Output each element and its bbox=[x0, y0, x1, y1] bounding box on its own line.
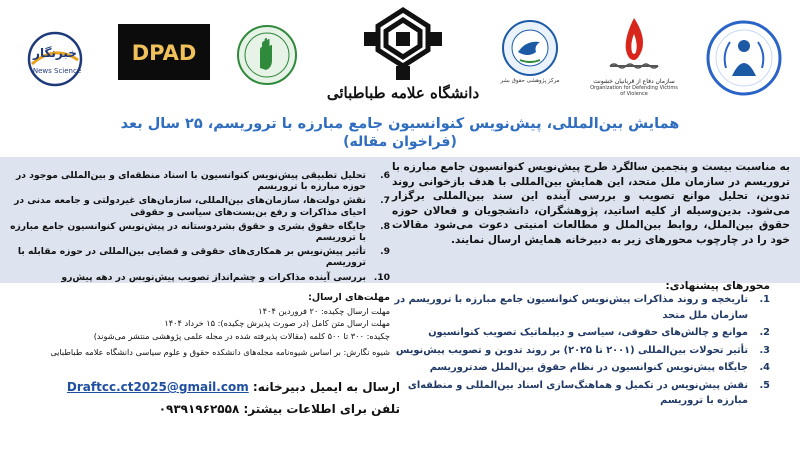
deadline-fulltext: مهلت ارسال متن کامل (در صورت پذیرش چکیده): ۱۵ خرداد ۱۴۰۴ bbox=[164, 318, 390, 329]
list-item bbox=[392, 325, 770, 341]
phone-number: ۰۹۳۹۱۹۶۲۵۵۸ bbox=[158, 402, 240, 416]
dpad-logo-word: DPAD bbox=[131, 41, 197, 65]
list-item bbox=[392, 343, 770, 359]
circular-association-logo bbox=[704, 14, 784, 104]
list-item bbox=[10, 272, 390, 283]
science-news-logo bbox=[26, 30, 84, 88]
topic-number: 8. bbox=[380, 220, 390, 232]
topic-text: جایگاه پیش‌نویس کنوانسیون در نظام حقوق بین‌الملل ضدتروریسم bbox=[429, 362, 748, 373]
topic-text: تحلیل تطبیقی پیش‌نویس کنوانسیون با اسناد منطقه‌ای و بین‌المللی موجود در حوزه مبارزه با تروریسم bbox=[16, 170, 366, 193]
science-logo-sub: News Science bbox=[32, 67, 82, 75]
topic-number: 6. bbox=[380, 170, 390, 181]
list-item bbox=[10, 246, 390, 268]
intro-paragraph: به مناسبت بیست و پنجمین سالگرد طرح پیش‌نویس کنوانسیون جامع مبارزه با تروریسم در سازمان ملل متحد، این همایش بین‌المللی با هدف بازخوانی روند تدوین، تحلیل موانع تصویب و بررسی آینده این سند بین‌المللی برگزار می‌شود. بدین‌وسیله از کلیه اساتید، پژوهشگران، دانشجویان و فعالان حوزه حقوق بین‌الملل، روابط بین‌الملل و مطالعات امنیتی دعوت می‌شود مقالات خود را در چارچوب محورهای زیر به دبیرخانه همایش ارسال نمایند. bbox=[392, 161, 790, 246]
odvv-caption-en: Organization for Defending Victims of Violence bbox=[590, 85, 678, 97]
topics-heading: محورهای پیشنهادی: bbox=[665, 280, 770, 292]
list-item bbox=[392, 360, 770, 376]
topic-number: 10. bbox=[373, 271, 390, 283]
deadlines-title: مهلت‌های ارسال: bbox=[308, 292, 390, 303]
topic-text: نقش دولت‌ها، سازمان‌های بین‌المللی، سازمان‌های غیردولتی و جامعه مدنی در احیای مذاکرات و رفع بن‌بست‌های سیاسی و حقوقی bbox=[14, 195, 366, 218]
topic-number: 1. bbox=[759, 294, 770, 305]
peace-logo-caption: مرکز پژوهشی حقوق بشر bbox=[500, 78, 560, 84]
phone-label: تلفن برای اطلاعات بیشتر: bbox=[243, 402, 400, 416]
peace-dove-logo bbox=[488, 18, 572, 98]
topic-number: 2. bbox=[759, 327, 770, 338]
topic-number: 3. bbox=[759, 344, 770, 356]
event-title: همایش بین‌المللی، پیش‌نویس کنوانسیون جامع مبارزه با تروریسم، ۲۵ سال بعد bbox=[120, 116, 680, 132]
list-item bbox=[10, 170, 390, 192]
list-item bbox=[392, 292, 770, 323]
phone-row bbox=[70, 402, 400, 416]
abstract-length: چکیده: ۳۰۰ تا ۵۰۰ کلمه (مقالات پذیرفته شده در مجله علمی پژوهشی منتشر می‌شوند) bbox=[93, 330, 390, 341]
email-label: ارسال به ایمیل دبیرخانه: bbox=[252, 380, 400, 394]
deadlines-section bbox=[20, 292, 390, 359]
odvv-caption-fa: سازمان دفاع از قربانیان خشونت bbox=[593, 78, 675, 85]
topic-text: بررسی آینده مذاکرات و چشم‌انداز تصویب پیش‌نویس در دهه پیش‌رو bbox=[61, 271, 366, 283]
email-row bbox=[66, 380, 400, 394]
topic-text: جایگاه حقوق بشری و حقوق بشردوستانه در پیش‌نویس کنوانسیون جامع مبارزه با تروریسم bbox=[10, 220, 366, 244]
event-subtitle: (فراخوان مقاله) bbox=[343, 134, 457, 150]
topic-text: تأثیر تحولات بین‌المللی (۲۰۰۱ تا ۲۰۲۵) بر روند تدوین و تصویب پیش‌نویس bbox=[395, 344, 748, 356]
style-note: شیوه نگارش: بر اساس شیوه‌نامه مجله‌های دانشکده حقوق و علوم سیاسی دانشگاه علامه طباطبایی bbox=[50, 347, 390, 358]
topic-number: 4. bbox=[759, 362, 770, 373]
hand-emblem-logo bbox=[236, 24, 298, 86]
topics-list bbox=[392, 292, 770, 411]
university-logo bbox=[318, 6, 488, 114]
topic-text: تاریخچه و روند مذاکرات پیش‌نویس کنوانسیون جامع مبارزه با تروریسم در سازمان ملل متحد bbox=[394, 294, 748, 321]
list-item bbox=[10, 195, 390, 217]
contact-section bbox=[66, 380, 400, 424]
list-item bbox=[10, 221, 390, 243]
more-topics-list bbox=[10, 170, 390, 286]
intro-section bbox=[392, 160, 790, 292]
odvv-logo bbox=[588, 14, 680, 114]
topic-number: 9. bbox=[380, 246, 390, 258]
topic-text: تأثیر پیش‌نویس بر همکاری‌های حقوقی و قضایی بین‌المللی در حوزه مقابله با تروریسم bbox=[17, 246, 366, 269]
science-logo-word: خبرنگار bbox=[33, 46, 77, 60]
dpad-logo bbox=[118, 24, 210, 80]
deadline-abstract: مهلت ارسال چکیده: ۲۰ فروردین ۱۴۰۴ bbox=[258, 306, 390, 316]
topic-number: 5. bbox=[759, 379, 770, 391]
university-name: دانشگاه علامه طباطبائی bbox=[326, 84, 480, 102]
topic-number: 7. bbox=[380, 195, 390, 207]
email-link[interactable]: Draftcc.ct2025@gmail.com bbox=[66, 380, 249, 394]
topic-text: موانع و چالش‌های حقوقی، سیاسی و دیپلماتیک تصویب کنوانسیون bbox=[428, 327, 748, 338]
topic-text: نقش پیش‌نویس در تکمیل و هماهنگ‌سازی اسناد بین‌المللی و منطقه‌ای مبارزه با تروریسم bbox=[407, 379, 748, 406]
list-item bbox=[392, 378, 770, 409]
